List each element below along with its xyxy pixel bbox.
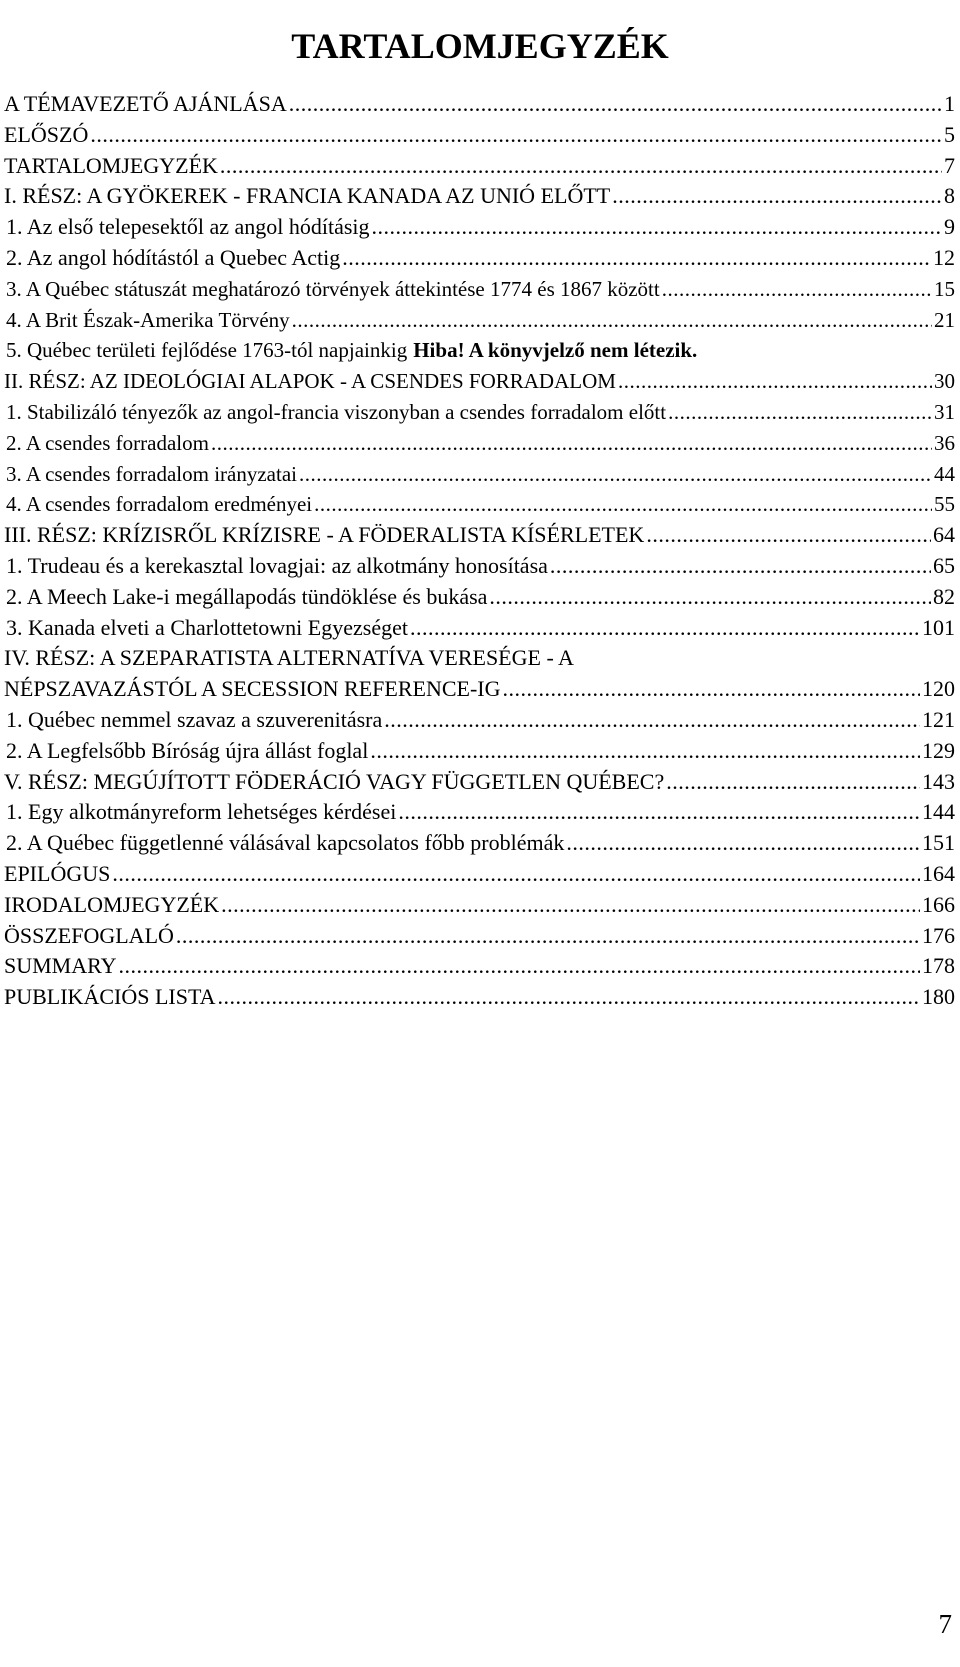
toc-entry-page: 164 [922,860,955,886]
dot-leader [618,366,932,397]
toc-entry[interactable] [4,951,955,982]
toc-entry[interactable] [4,582,955,613]
page-number: 7 [938,1609,952,1639]
toc-entry-page: 151 [922,830,955,856]
toc-entry-page: 1 [944,91,955,116]
dot-leader [112,859,920,890]
toc-entry-label: PUBLIKÁCIÓS LISTA [4,984,216,1010]
toc-entry[interactable] [4,797,955,828]
dot-leader [218,982,920,1013]
toc-entry-label: NÉPSZAVAZÁSTÓL A SECESSION REFERENCE-IG [4,676,501,702]
dot-leader [176,921,920,952]
toc-entry-page: 180 [922,984,955,1010]
toc-entry[interactable] [4,305,955,336]
dot-leader [410,613,920,644]
toc-entry-label: ELŐSZÓ [4,121,89,147]
toc-entry-page: 9 [944,214,955,240]
dot-leader [314,489,932,520]
toc-entry-page: 64 [933,522,955,548]
toc-entry[interactable] [4,859,955,890]
toc-entry[interactable] [4,120,955,151]
toc-entry[interactable] [4,428,955,459]
toc-entry[interactable] [4,890,955,921]
toc-entry[interactable] [4,982,955,1013]
page-title: TARTALOMJEGYZÉK [291,26,669,67]
toc-entry-label: 1. Stabilizáló tényezők az angol-francia viszonyban a csendes forradalom előtt [6,399,667,424]
toc-entry-label: 3. A Québec státuszát meghatározó törvények áttekintése 1774 és 1867 között [6,276,660,301]
toc-entry[interactable] [4,212,955,243]
toc-entry[interactable] [4,674,955,705]
toc-entry-page: 15 [934,276,955,301]
toc-entry[interactable] [4,366,955,397]
toc-entry[interactable] [4,181,955,212]
toc-entry[interactable] [4,89,955,120]
dot-leader [666,767,920,798]
toc-entry[interactable] [4,551,955,582]
dot-leader [398,797,920,828]
dot-leader [370,736,920,767]
toc-entry-page: 55 [934,492,955,517]
dot-leader [299,459,932,490]
toc-entry-label: 4. A Brit Észak-Amerika Törvény [6,307,290,332]
dot-leader [90,120,942,151]
toc-entry-label: 2. A Legfelsőbb Bíróság újra állást foglal [6,737,369,763]
dot-leader [292,305,932,336]
toc-entry[interactable] [4,459,955,490]
dot-leader [342,243,931,274]
toc-entry-page: 12 [933,244,955,270]
toc-entry[interactable] [4,921,955,952]
toc-entry[interactable] [4,274,955,305]
dot-leader [211,428,932,459]
toc-entry-label: 1. Az első telepesektől az angol hódításig [6,214,370,240]
dot-leader [489,582,931,613]
dot-leader [503,674,921,705]
toc-entry[interactable] [4,397,955,428]
toc-entry[interactable] [4,520,955,551]
toc-entry-page: 121 [922,706,955,732]
toc-entry[interactable] [4,828,955,859]
toc-entry-page: 31 [934,399,955,424]
dot-leader [220,151,942,182]
toc-entry[interactable] [4,151,955,182]
toc-entry-label: SUMMARY [4,953,117,979]
toc-entry-page: 144 [922,799,955,825]
toc-entry-page: 82 [933,583,955,609]
dot-leader [646,520,931,551]
toc-entry-label: V. RÉSZ: MEGÚJÍTOTT FÖDERÁCIÓ VAGY FÜGGETLEN QUÉBEC? [4,768,665,794]
dot-leader [566,828,920,859]
toc-entry-label: 2. A Québec függetlenné válásával kapcsolatos főbb problémák [6,830,565,856]
toc-entry-label: III. RÉSZ: KRÍZISRŐL KRÍZISRE - A FÖDERALISTA KÍSÉRLETEK [4,522,645,548]
toc-entry-label: 4. A csendes forradalom eredményei [6,492,313,517]
toc-entry-label: 1. Québec nemmel szavaz a szuverenitásra [6,706,383,732]
toc-entry-page: 8 [944,183,955,209]
toc-entry-page: 166 [922,891,955,917]
toc-entry[interactable] [4,243,955,274]
toc-entry-label: TARTALOMJEGYZÉK [4,152,218,178]
toc-entry[interactable] [4,767,955,798]
toc-entry-page: 65 [933,552,955,578]
toc-entry-page: 129 [922,737,955,763]
toc-entry-label: 2. A csendes forradalom [6,430,209,455]
toc-entry-label: 2. Az angol hódítástól a Quebec Actig [6,244,341,270]
toc-entry-page: 120 [922,676,955,702]
toc-entry-page: 7 [944,152,955,178]
dot-leader [118,951,920,982]
toc-entry[interactable] [4,613,955,644]
dot-leader [612,181,942,212]
toc-entry-label: IRODALOMJEGYZÉK [4,891,220,917]
toc-entry-label: EPILÓGUS [4,860,111,886]
toc-entry-page: 44 [934,461,955,486]
toc-entry[interactable] [4,489,955,520]
toc-entry-page: 101 [922,614,955,640]
dot-leader [550,551,931,582]
toc-entry-page: 143 [922,768,955,794]
toc-entry[interactable] [4,705,955,736]
dot-leader [221,890,920,921]
toc-entry-label: 3. Kanada elveti a Charlottetowni Egyezséget [6,614,408,640]
toc-entry-label: 1. Egy alkotmányreform lehetséges kérdései [6,799,397,825]
toc-entry-page: 5 [944,121,955,147]
toc-entry-label: 5. Québec területi fejlődése 1763-tól napjainkig [6,338,408,363]
table-of-contents [4,89,955,1013]
toc-entry-label: ÖSSZEFOGLALÓ [4,922,174,948]
toc-entry-page: 30 [934,369,955,394]
toc-entry-label: 2. A Meech Lake-i megállapodás tündöklése és bukása [6,583,488,609]
toc-entry-page: 36 [934,430,955,455]
dot-leader [372,212,942,243]
toc-entry-label: I. RÉSZ: A GYÖKEREK - FRANCIA KANADA AZ UNIÓ ELŐTT [4,183,611,209]
toc-entry-page: 21 [934,307,955,332]
toc-entry[interactable] [4,736,955,767]
toc-entry-label: II. RÉSZ: AZ IDEOLÓGIAI ALAPOK - A CSENDES FORRADALOM [4,369,616,394]
dot-leader [289,89,942,120]
bookmark-error-text: Hiba! A könyvjelző nem létezik. [413,338,698,363]
dot-leader [384,705,920,736]
toc-entry-first-line[interactable]: IV. RÉSZ: A SZEPARATISTA ALTERNATÍVA VERESÉGE - A [4,645,574,671]
dot-leader [662,274,932,305]
dot-leader [668,397,932,428]
toc-entry-label: A TÉMAVEZETŐ AJÁNLÁSA [4,91,287,116]
toc-entry-label: 1. Trudeau és a kerekasztal lovagjai: az alkotmány honosítása [6,552,548,578]
toc-entry-label: 3. A csendes forradalom irányzatai [6,461,297,486]
toc-entry[interactable] [4,335,955,366]
toc-entry-page: 178 [922,953,955,979]
toc-entry-page: 176 [922,922,955,948]
